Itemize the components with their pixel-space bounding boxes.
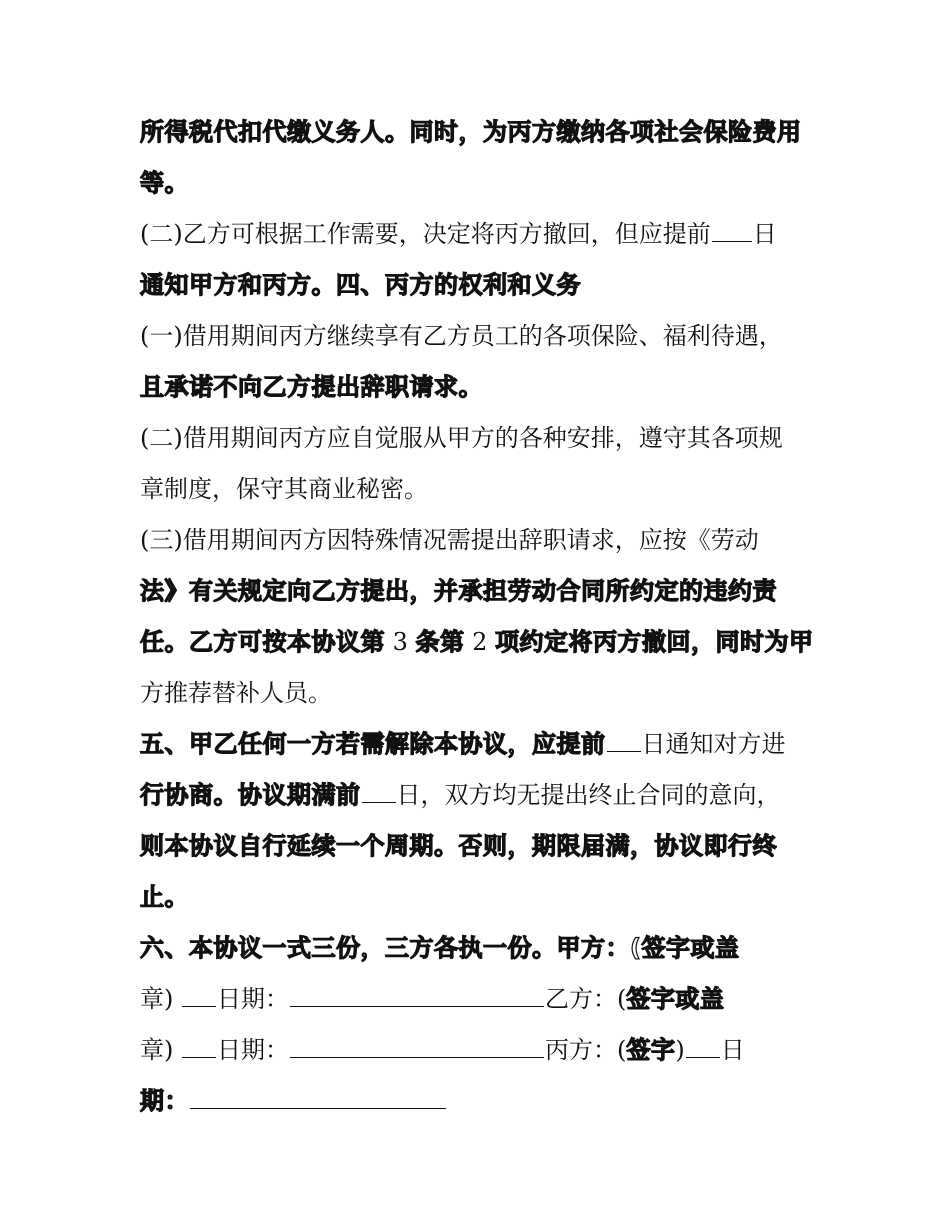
text-line (140, 877, 189, 917)
text-line (140, 469, 428, 509)
text-segment: 通知甲方和丙方。四、丙方的权利和义务 (140, 271, 581, 299)
text-segment: 丙方：( (545, 1036, 627, 1064)
text-segment: (二)乙方可根据工作需要，决定将丙方撤回，但应提前 (140, 220, 711, 248)
text-segment: 任。乙方可按本协议第 (140, 628, 385, 656)
text-segment: (三)借用期间丙方因特殊情况需提出辞职请求，应按《劳动 (140, 526, 759, 554)
text-line (140, 622, 814, 662)
text-segment: 日期： (217, 985, 289, 1013)
text-line (140, 1030, 745, 1070)
fill-in-blank (290, 980, 544, 1007)
text-line (140, 826, 777, 866)
text-segment: 章制度，保守其商业秘密。 (140, 475, 428, 503)
text-line (140, 214, 777, 254)
fill-in-blank (686, 1031, 720, 1058)
text-segment: 方推荐替补人员。 (140, 679, 332, 707)
text-segment: 2 (464, 628, 496, 656)
text-line (140, 724, 786, 764)
text-line (140, 1081, 447, 1121)
text-segment: 章) (140, 985, 181, 1013)
text-line (140, 418, 783, 458)
fill-in-blank (607, 725, 641, 752)
text-line (140, 520, 759, 560)
text-segment: 日，双方均无提出终止合同的意向， (396, 781, 781, 809)
text-segment: 签字或盖 (626, 985, 725, 1013)
text-segment: 3 (385, 628, 416, 656)
text-line (140, 928, 739, 968)
text-segment: 章) (140, 1036, 181, 1064)
fill-in-blank (712, 215, 752, 242)
text-line (140, 979, 724, 1019)
text-segment: 止。 (140, 883, 189, 911)
text-segment: 日 (720, 1036, 745, 1064)
text-segment: 所得税代扣代缴义务人。同时，为丙方缴纳各项社会保险费用 (140, 118, 802, 146)
text-line (140, 163, 189, 203)
text-segment: 且承诺不向乙方提出辞职请求。 (140, 373, 483, 401)
text-segment: 六、本协议一式三份，三方各执一份。甲方：(签字或盖 (140, 934, 740, 962)
text-line (140, 775, 781, 815)
text-line (140, 112, 802, 152)
fill-in-blank (362, 776, 396, 803)
text-segment: 条第 (415, 628, 465, 656)
text-segment: 日 (752, 220, 777, 248)
text-line (140, 571, 777, 611)
fill-in-blank (290, 1031, 544, 1058)
text-line (140, 367, 483, 407)
text-segment: 乙方：( (545, 985, 627, 1013)
text-line (140, 673, 332, 713)
fill-in-blank (190, 1082, 446, 1109)
text-line (140, 265, 581, 305)
text-segment: 则本协议自行延续一个周期。否则，期限届满，协议即行终 (140, 832, 777, 860)
text-segment: 签字 (626, 1036, 676, 1064)
text-line (140, 316, 783, 356)
fill-in-blank (182, 1031, 216, 1058)
text-segment: 日期： (217, 1036, 289, 1064)
text-segment: 日通知对方进 (641, 730, 786, 758)
text-segment: 五、甲乙任何一方若需解除本协议，应提前 (140, 730, 606, 758)
text-segment: 项约定将丙方撤回，同时为甲 (495, 628, 814, 656)
text-segment: 等。 (140, 169, 189, 197)
text-segment: 期： (140, 1087, 189, 1115)
text-segment: ) (675, 1036, 685, 1064)
text-segment: 法》有关规定向乙方提出，并承担劳动合同所约定的违约责 (140, 577, 777, 605)
text-segment: (二)借用期间丙方应自觉服从甲方的各种安排，遵守其各项规 (140, 424, 783, 452)
text-segment: 行协商。协议期满前 (140, 781, 361, 809)
text-segment: (一)借用期间丙方继续享有乙方员工的各项保险、福利待遇， (140, 322, 783, 350)
fill-in-blank (182, 980, 216, 1007)
